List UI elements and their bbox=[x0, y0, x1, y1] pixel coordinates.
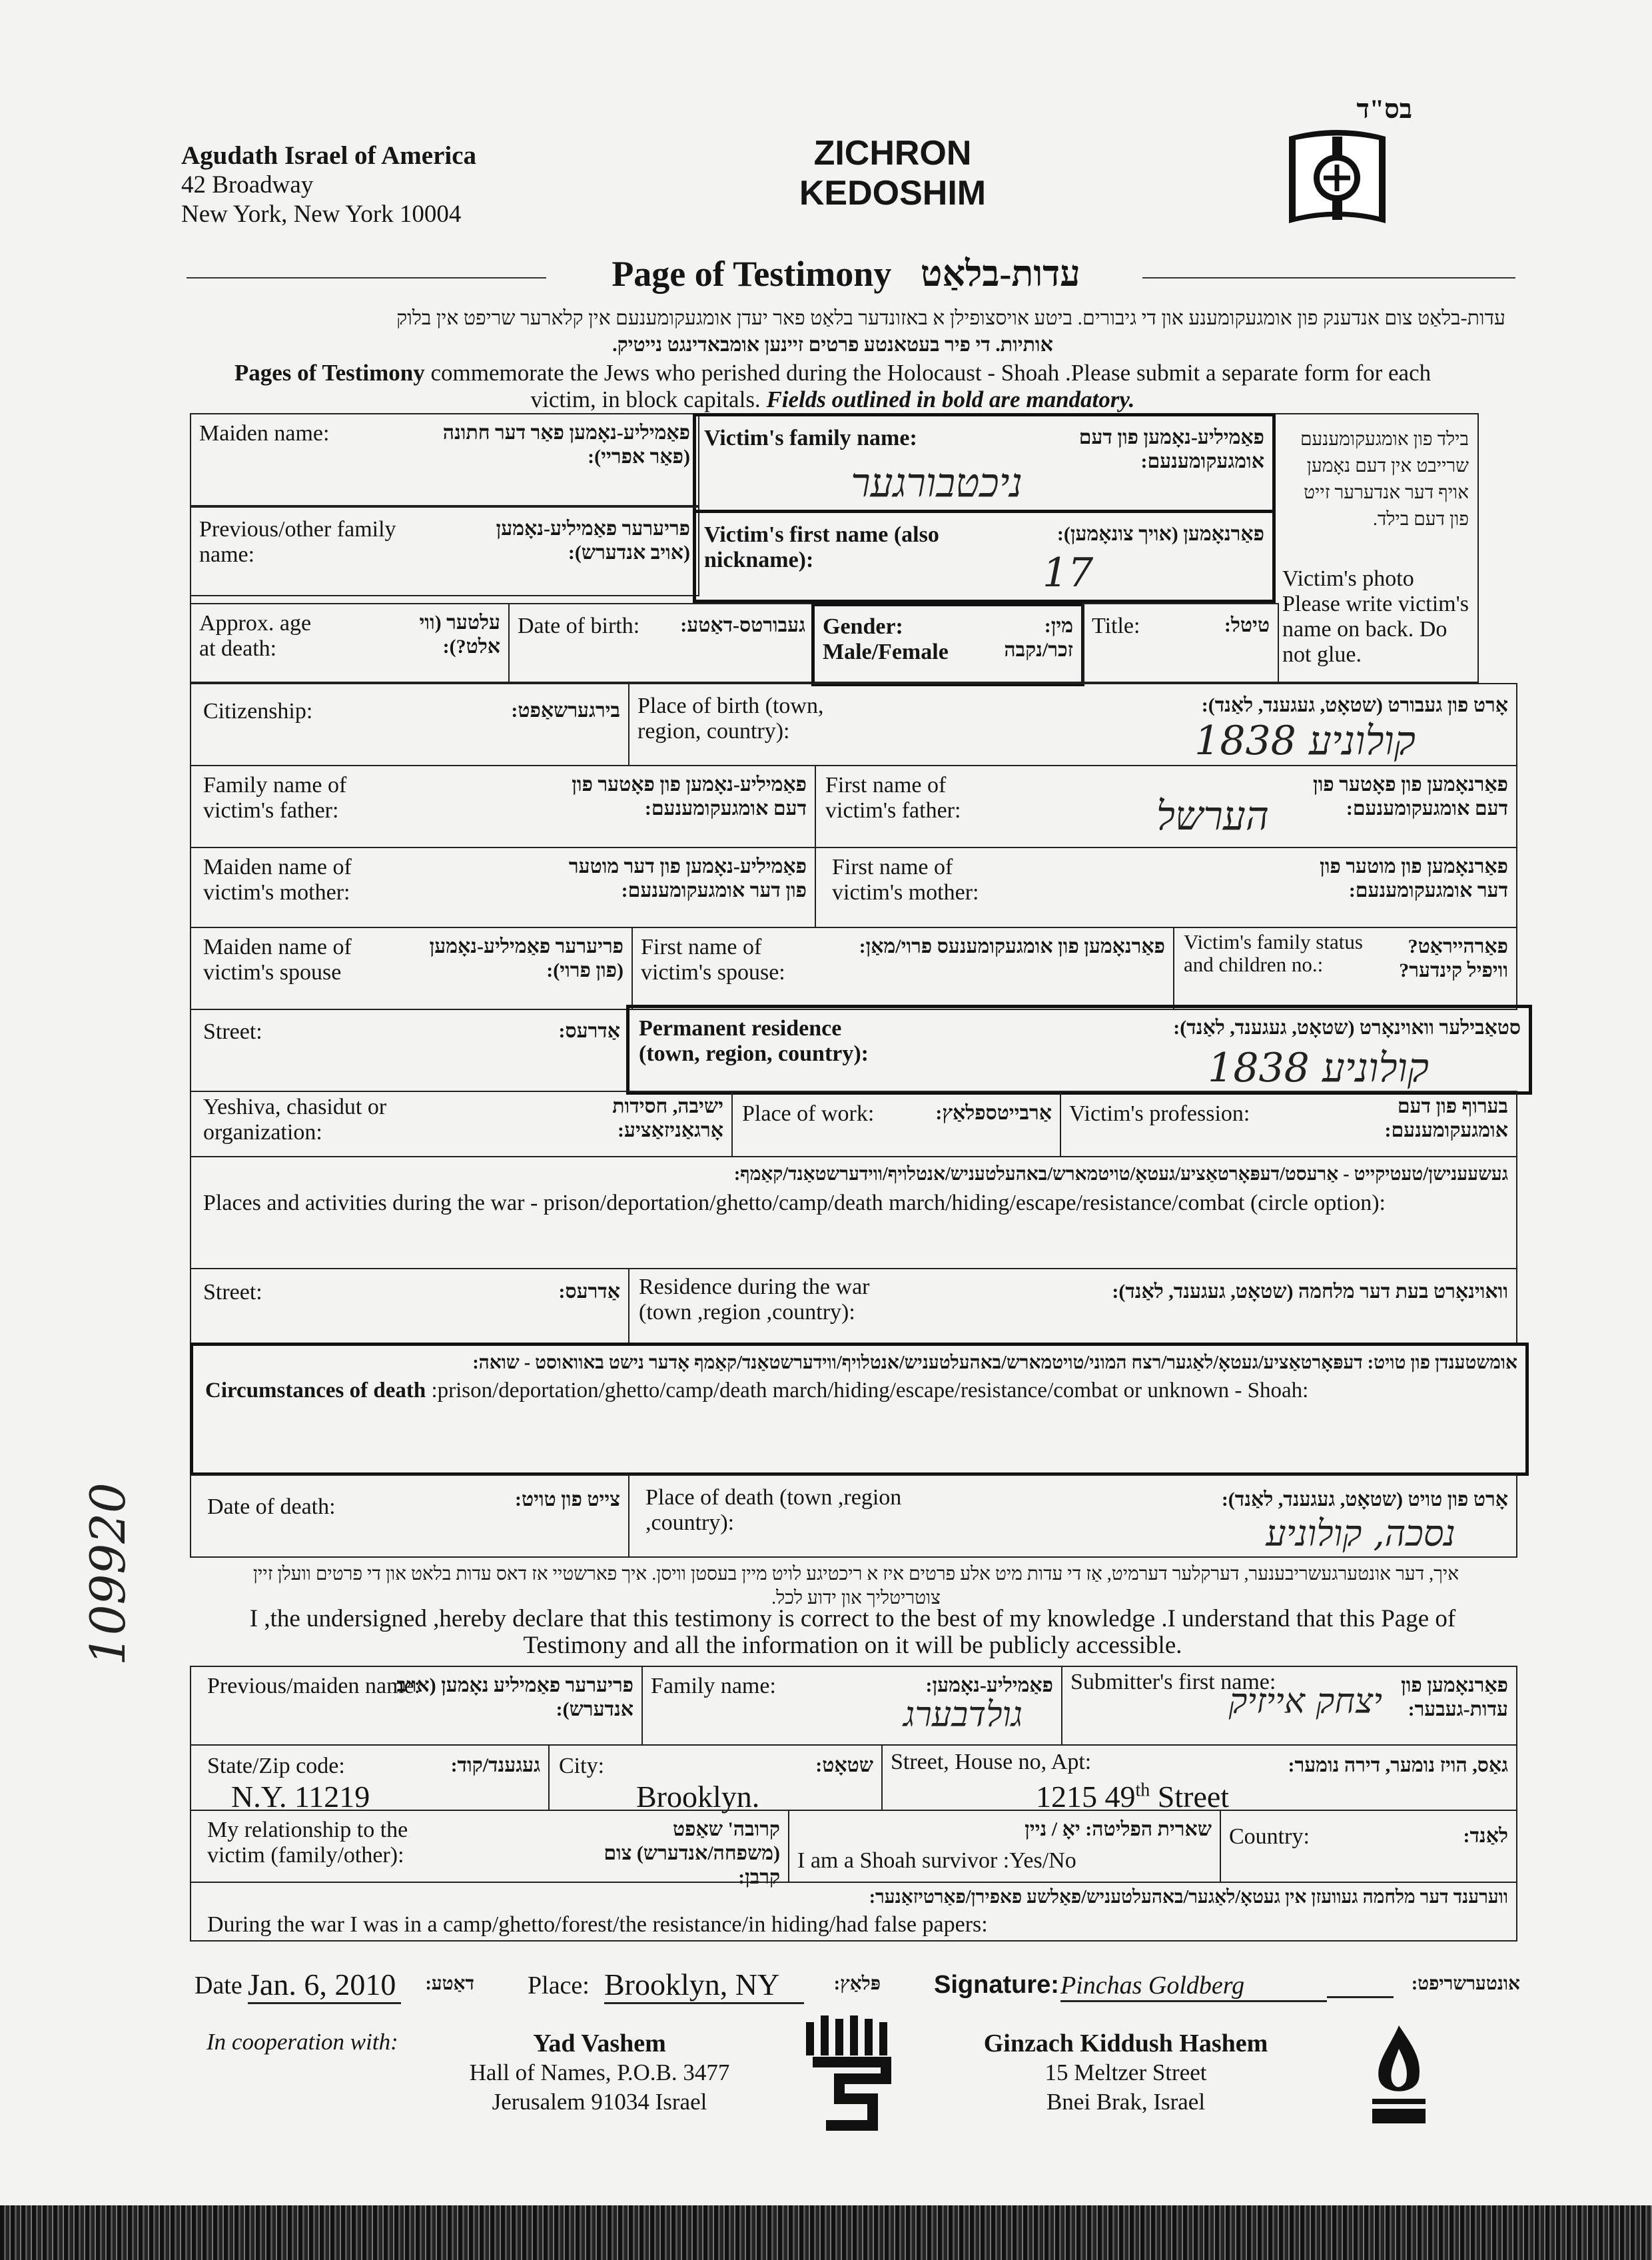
wartime-status-label-he: ווערענד דער מלחמה געוועזן אין געטאָ/לאַגער/באהעלטעניש/פאַלשע פאפירן/פאַרטיזאַנער: bbox=[869, 1887, 1508, 1908]
title-label: Title: bbox=[1092, 614, 1140, 638]
mother-maiden-name-label: Maiden name of victim's mother: bbox=[203, 855, 352, 905]
city-label: City: bbox=[559, 1754, 605, 1778]
war-activities-field[interactable] bbox=[190, 1156, 1517, 1269]
street-label-he: אַדרעס: bbox=[558, 1020, 620, 1042]
war-residence-field[interactable] bbox=[628, 1268, 1517, 1345]
mother-first-name-field[interactable] bbox=[815, 847, 1517, 928]
state-zip-field[interactable] bbox=[190, 1744, 550, 1814]
survivor-label: I am a Shoah survivor :Yes/No bbox=[797, 1848, 1076, 1873]
ginzach-name: Ginzach Kiddush Hashem bbox=[983, 2029, 1268, 2057]
declaration-he: איך, דער אונטערגעשריבענער, דערקלער דערמיט, אַז די עדות מיט אלע פרטים איז א ריכטיגע לויט מיין בעסטן וויסן. איך פארשטיי אז דאס עדות בלאט און די פרטים וועלן זיין צוטריטליך און ידוע לכל. bbox=[252, 1564, 1459, 1608]
intro-en-line-2-text: victim, in block capitals. bbox=[530, 386, 767, 412]
dob-field[interactable] bbox=[508, 603, 815, 683]
page-title-en: Page of Testimony bbox=[612, 254, 892, 294]
profession-field[interactable] bbox=[1060, 1091, 1517, 1157]
family-status-label-he: פאַרהייראַט? וויפיל קינדער? bbox=[1399, 935, 1508, 981]
ginzach-address-2: Bnei Brak, Israel bbox=[1046, 2089, 1206, 2115]
age-label-he: עלטער (ווי אלט?): bbox=[419, 612, 500, 658]
gender-field[interactable] bbox=[811, 603, 1084, 686]
father-first-name-value: הערשל bbox=[1156, 793, 1269, 840]
place-of-death-label-he: אָרט פון טויט (שטאָט, געגענד, לאַנד): bbox=[1221, 1488, 1508, 1510]
submitter-family-name-value: גולדבערג bbox=[903, 1695, 1023, 1735]
gender-label-he: מין: זכר/נקבה bbox=[1004, 615, 1073, 661]
profession-label-he: בערוף פון דעם אומגעקומענעם: bbox=[1384, 1095, 1508, 1141]
mother-maiden-name-label-he: פאַמיליע-נאָמען פון דער מוטער פון דער אומגעקומענעם: bbox=[568, 855, 807, 901]
dob-label-he: געבורטס-דאַטע: bbox=[680, 614, 805, 636]
brand-line-2: KEDOSHIM bbox=[799, 174, 987, 213]
father-family-name-field[interactable] bbox=[190, 765, 816, 848]
ginzach-address-1: 15 Meltzer Street bbox=[1044, 2059, 1207, 2085]
spouse-first-name-field[interactable] bbox=[631, 927, 1174, 1010]
father-family-name-label-he: פאַמיליע-נאָמען פון פאָטער פון דעם אומגעקומענעם: bbox=[572, 774, 807, 820]
declaration-en-line-2: Testimony and all the information on it will be publicly accessible. bbox=[523, 1632, 1182, 1659]
date-of-death-label-he: צייט פון טויט: bbox=[515, 1488, 620, 1510]
place-of-birth-label: Place of birth (town, region, country): bbox=[637, 694, 824, 744]
mother-first-name-label: First name of victim's mother: bbox=[832, 855, 979, 905]
intro-en-rest: commemorate the Jews who perished during the Holocaust - Shoah .Please submit a separate form for each bbox=[424, 360, 1432, 386]
maiden-name-label: Maiden name: bbox=[199, 421, 330, 446]
ginzach-flame-logo-icon bbox=[1362, 2022, 1436, 2129]
org-block bbox=[181, 141, 554, 229]
ginzach-block bbox=[953, 2029, 1299, 2117]
city-label-he: שטאָט: bbox=[815, 1754, 873, 1776]
submitter-previous-name-label: Previous/maiden name: bbox=[207, 1674, 421, 1698]
father-first-name-label-he: פאַרנאָמען פון פאָטער פון דעם אומגעקומענעם: bbox=[1313, 774, 1508, 820]
date-label-he: דאַטע: bbox=[425, 1974, 474, 1994]
submitter-family-name-field[interactable] bbox=[641, 1666, 1062, 1746]
submitter-first-name-field[interactable] bbox=[1061, 1666, 1517, 1746]
submitter-first-name-value: יצחק אייזיק bbox=[1228, 1682, 1382, 1722]
victim-family-name-label: Victim's family name: bbox=[704, 426, 917, 450]
intro-en-line-1 bbox=[160, 360, 1505, 386]
circumstances-label-bold: Circumstances of death bbox=[205, 1379, 426, 1403]
intro-en-mandatory: Fields outlined in bold are mandatory. bbox=[766, 386, 1135, 412]
submitter-first-name-label-he: פאַרנאָמען פון עדות-געבער: bbox=[1401, 1674, 1508, 1720]
previous-family-name-field[interactable] bbox=[190, 506, 699, 596]
signature-label-he: אונטערשריפט: bbox=[1411, 1974, 1520, 1994]
agudath-logo-icon bbox=[1282, 123, 1392, 233]
margin-file-number: 109920 bbox=[80, 1482, 136, 1666]
date-label: Date bbox=[195, 1972, 242, 1999]
dob-label: Date of birth: bbox=[518, 614, 640, 638]
yeshiva-label-he: ישיבה, חסידות אָרגאַניזאַציע: bbox=[612, 1095, 723, 1141]
date-of-death-label: Date of death: bbox=[207, 1494, 336, 1519]
street-apt-value-street: Street bbox=[1150, 1780, 1230, 1814]
circumstances-label-rest: :prison/deportation/ghetto/camp/death march/hiding/escape/resistance/combat or unknown - Shoah: bbox=[426, 1379, 1309, 1403]
declaration-en-line-1: I ,the undersigned ,hereby declare that this testimony is correct to the best of my knowledge .I understand that this Page of bbox=[249, 1605, 1456, 1632]
org-name: Agudath Israel of America bbox=[181, 141, 477, 170]
title-rule-left bbox=[187, 277, 546, 279]
circumstances-label-he: אומשטענדן פון טויט: דעפּאָרטאַציע/געטאָ/לאַגער/רצח המוני/טויטמארש/באהעלטעניש/אנטלויף/ווידערשטאַנד/קאַמף אָדער נישט באוואוסט - שואה: bbox=[472, 1353, 1517, 1373]
signature-label: Signature: bbox=[934, 1971, 1059, 1999]
yad-vashem-address-1: Hall of Names, P.O.B. 3477 bbox=[469, 2059, 730, 2085]
permanent-residence-label-he: סטאַבילער וואוינאָרט (שטאָט, געגענד, לאַנד): bbox=[1173, 1017, 1521, 1039]
street-apt-value-number: 1215 49 bbox=[1036, 1780, 1136, 1814]
page-title bbox=[553, 253, 1139, 294]
signature-value[interactable]: Pinchas Goldberg bbox=[1060, 1971, 1327, 2002]
country-label-he: לאַנד: bbox=[1463, 1825, 1508, 1847]
country-label: Country: bbox=[1229, 1824, 1310, 1849]
place-of-death-label: Place of death (town ,region ,country): bbox=[645, 1485, 902, 1535]
state-zip-label-he: געגענד/קוד: bbox=[450, 1754, 540, 1776]
spouse-maiden-name-field[interactable] bbox=[190, 927, 633, 1010]
victim-first-name-label: Victim's first name (also nickname): bbox=[704, 522, 939, 572]
victim-family-name-label-he: פאַמיליע-נאָמען פון דעם אומגעקומענעם: bbox=[1078, 426, 1264, 472]
scan-edge-band bbox=[0, 2205, 1652, 2260]
place-of-work-label: Place of work: bbox=[742, 1101, 875, 1126]
victim-first-name-label-he: פאַרנאָמען (אויך צונאָמען): bbox=[1056, 523, 1264, 545]
country-field[interactable] bbox=[1220, 1810, 1517, 1883]
page-title-he: עדות-בלאַט bbox=[920, 254, 1080, 294]
place-label: Place: bbox=[528, 1972, 590, 1999]
submission-line bbox=[195, 1966, 1527, 2005]
place-of-birth-label-he: אָרט פון געבורט (שטאָט, געגענד, לאַנד): bbox=[1201, 694, 1508, 716]
street-apt-field[interactable] bbox=[881, 1744, 1517, 1814]
title-field[interactable] bbox=[1082, 603, 1279, 683]
intro-en-bold: Pages of Testimony bbox=[234, 360, 425, 386]
war-residence-label: Residence during the war (town ,region ,country): bbox=[639, 1275, 870, 1325]
place-of-work-label-he: אַרבייטספלאַץ: bbox=[935, 1102, 1052, 1124]
street-apt-label: Street, House no, Apt: bbox=[891, 1750, 1092, 1774]
street-apt-value-suffix: th bbox=[1135, 1780, 1150, 1801]
place-value[interactable]: Brooklyn, NY bbox=[604, 1967, 804, 2004]
place-of-death-field[interactable] bbox=[628, 1474, 1517, 1558]
spouse-first-name-label-he: פאַרנאָמען פון אומגעקומענעס פרוי/מאַן: bbox=[859, 935, 1165, 957]
brand-line-1: ZICHRON bbox=[813, 134, 972, 173]
date-of-death-field[interactable] bbox=[190, 1474, 629, 1558]
war-activities-label: Places and activities during the war - prison/deportation/ghetto/camp/death march/hiding/escape/resistance/combat (circle option): bbox=[203, 1191, 1386, 1215]
relationship-label: My relationship to the victim (family/other): bbox=[207, 1818, 408, 1868]
spouse-maiden-name-label-he: פריערער פאַמיליע-נאָמען (פון פרוי): bbox=[429, 935, 623, 981]
yeshiva-field[interactable] bbox=[190, 1091, 733, 1157]
gender-label: Gender: Male/Female bbox=[823, 614, 949, 664]
org-city: New York, New York 10004 bbox=[181, 201, 462, 228]
wartime-status-label: During the war I was in a camp/ghetto/forest/the resistance/in hiding/had false papers: bbox=[207, 1912, 988, 1937]
intro-he-line-2: אותיות. די פיר בעטאנטע פרטים זיינען אומבאדינגט נייטיק. bbox=[612, 334, 1053, 356]
circumstances-of-death-field[interactable] bbox=[190, 1343, 1529, 1476]
declaration-en bbox=[200, 1606, 1505, 1659]
victim-first-name-field[interactable] bbox=[693, 510, 1276, 603]
photo-instructions-he: בילד פון אומגעקומענעם שרייבט אין דעם נאָמען אויף דער אנדערער זייט פון דעם בילד. bbox=[1300, 429, 1469, 530]
citizenship-field[interactable] bbox=[190, 683, 629, 766]
street-label: Street: bbox=[203, 1019, 262, 1044]
citizenship-label: Citizenship: bbox=[203, 699, 313, 724]
signature-line-extension bbox=[1327, 1996, 1394, 1998]
yad-vashem-logo-icon bbox=[799, 2012, 899, 2132]
age-field[interactable] bbox=[190, 603, 510, 683]
place-of-death-value: נסכה, קולוניע bbox=[1266, 1512, 1455, 1554]
victim-first-name-value: 17 bbox=[1042, 550, 1094, 596]
mother-maiden-name-field[interactable] bbox=[190, 847, 816, 928]
title-rule-right bbox=[1142, 277, 1515, 279]
war-street-label: Street: bbox=[203, 1280, 262, 1305]
bsd-mark: בס"ד bbox=[1356, 94, 1412, 124]
street-apt-label-he: גאַס, הויז נומער, דירה נומער: bbox=[1288, 1754, 1508, 1776]
previous-family-name-label-he: פריערער פאַמיליע-נאָמען (אויב אנדערש): bbox=[496, 518, 690, 564]
place-of-work-field[interactable] bbox=[731, 1091, 1061, 1157]
date-value[interactable]: Jan. 6, 2010 bbox=[248, 1967, 401, 2004]
war-residence-label-he: וואוינאָרט בעת דער מלחמה (שטאָט, געגענד, לאַנד): bbox=[1112, 1281, 1508, 1303]
family-status-field[interactable] bbox=[1173, 927, 1517, 1010]
org-street: 42 Broadway bbox=[181, 171, 314, 199]
title-label-he: טיטל: bbox=[1224, 614, 1270, 636]
maiden-name-field[interactable] bbox=[190, 413, 699, 506]
relationship-field[interactable] bbox=[190, 1810, 789, 1888]
family-status-label: Victim's family status and children no.: bbox=[1184, 930, 1363, 976]
age-label: Approx. age at death: bbox=[199, 611, 312, 661]
place-of-birth-field[interactable] bbox=[628, 683, 1517, 766]
yeshiva-label: Yeshiva, chasidut or organization: bbox=[203, 1095, 387, 1145]
victim-family-name-value: ניכטבורגער bbox=[851, 460, 1023, 506]
spouse-first-name-label: First name of victim's spouse: bbox=[641, 935, 785, 985]
city-value: Brooklyn. bbox=[636, 1780, 760, 1814]
circumstances-label bbox=[205, 1378, 1524, 1403]
father-first-name-label: First name of victim's father: bbox=[825, 773, 961, 823]
submitter-family-name-label-he: פאַמיליע-נאָמען: bbox=[925, 1674, 1053, 1696]
yad-vashem-name: Yad Vashem bbox=[533, 2029, 666, 2057]
victim-family-name-field[interactable] bbox=[693, 413, 1276, 513]
state-zip-value: N.Y. 11219 bbox=[231, 1780, 370, 1814]
war-street-field[interactable] bbox=[190, 1268, 629, 1345]
intro-en bbox=[160, 360, 1505, 413]
maiden-name-label-he: פאַמיליע-נאָמען פאַר דער חתונה (פאַר אפריי): bbox=[442, 422, 690, 468]
father-family-name-label: Family name of victim's father: bbox=[203, 773, 347, 823]
intro-en-line-2 bbox=[160, 386, 1505, 413]
place-label-he: פּלאַץ: bbox=[833, 1974, 881, 1994]
wartime-status-field[interactable] bbox=[190, 1882, 1517, 1942]
spouse-maiden-name-label: Maiden name of victim's spouse bbox=[203, 935, 352, 985]
mother-first-name-label-he: פאַרנאָמען פון מוטער פון דער אומגעקומענעם: bbox=[1320, 855, 1508, 901]
permanent-residence-label: Permanent residence (town, region, country): bbox=[639, 1016, 869, 1066]
cooperation-label: In cooperation with: bbox=[206, 2029, 398, 2055]
intro-he bbox=[160, 305, 1505, 358]
place-of-birth-value: קולוניע 1838 bbox=[1194, 718, 1416, 764]
state-zip-label: State/Zip code: bbox=[207, 1754, 345, 1778]
street-field[interactable] bbox=[190, 1009, 629, 1092]
submitter-previous-name-field[interactable] bbox=[190, 1666, 643, 1746]
citizenship-label-he: בירגערשאַפט: bbox=[511, 700, 620, 722]
father-first-name-field[interactable] bbox=[815, 765, 1517, 848]
permanent-residence-value: קולוניע 1838 bbox=[1208, 1045, 1429, 1091]
previous-family-name-label: Previous/other family name: bbox=[199, 517, 396, 567]
intro-he-line-1: עדות-בלאַט צום אנדענק פון אומגעקומענע און די גיבורים. ביטע אויסצופילן א באזונדער בלאַט פאר יעדן אומגעקומענעם אין קלארער שריפט אין בלוק bbox=[396, 307, 1505, 329]
relationship-label-he: קרובה' שאַפט (משפחה/אנדערש) צום קרבן: bbox=[604, 1818, 780, 1888]
city-field[interactable] bbox=[548, 1744, 883, 1814]
survivor-label-he: שארית הפליטה: יאָ / ניין bbox=[1025, 1818, 1212, 1840]
photo-instructions-en: Victim's photo Please write victim's name on back. Do not glue. bbox=[1282, 566, 1469, 667]
survivor-field[interactable] bbox=[788, 1810, 1221, 1883]
submitter-previous-name-label-he: פריערער פאַמיליע נאָמען (אויב אנדערש): bbox=[396, 1674, 633, 1720]
profession-label: Victim's profession: bbox=[1069, 1101, 1250, 1126]
war-activities-label-he: געשעענישן/טעטיקייט - אַרעסט/דעפּאָרטאַציע/געטאָ/טויטמארש/באהעלטעניש/אנטלויף/ווידערשטאַנד/קאַמף: bbox=[733, 1164, 1508, 1185]
form-brand-title bbox=[733, 133, 1052, 213]
yad-vashem-address-2: Jerusalem 91034 Israel bbox=[492, 2089, 707, 2115]
submitter-first-name-label: Submitter's first name: bbox=[1070, 1670, 1276, 1694]
permanent-residence-field[interactable] bbox=[626, 1005, 1532, 1095]
war-street-label-he: אַדרעס: bbox=[558, 1281, 620, 1303]
submitter-family-name-label: Family name: bbox=[651, 1674, 776, 1698]
yad-vashem-block bbox=[426, 2029, 773, 2117]
